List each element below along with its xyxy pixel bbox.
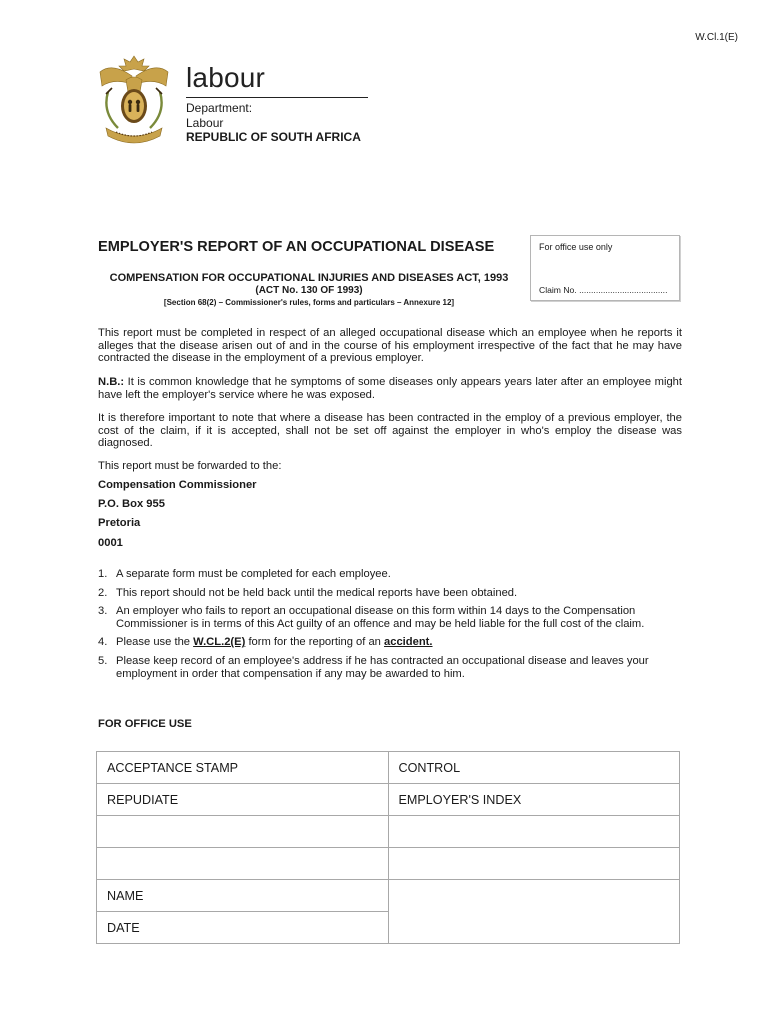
list-item (98, 587, 682, 600)
department-line-2: Labour (186, 115, 224, 130)
nb-label: N.B.: (98, 376, 125, 388)
blank-cell[interactable] (388, 880, 680, 912)
list-item-text: This report should not be held back until the medical reports have been obtained. (116, 586, 518, 599)
list-item-number: 5. (98, 654, 108, 667)
form-title: EMPLOYER'S REPORT OF AN OCCUPATIONAL DISEASE (98, 239, 495, 255)
department-wordmark: labour (186, 62, 266, 93)
list-item (98, 655, 682, 680)
department-line-3: REPUBLIC OF SOUTH AFRICA (186, 130, 361, 144)
list-item-number: 2. (98, 586, 108, 599)
blank-cell[interactable] (97, 816, 389, 848)
list-item-number: 4. (98, 636, 108, 649)
control-cell[interactable]: CONTROL (388, 752, 680, 784)
nb-paragraph (98, 376, 682, 401)
department-line-1: Department: (186, 101, 253, 115)
blank-cell[interactable] (97, 848, 389, 880)
blank-cell[interactable] (388, 816, 680, 848)
list-item-text-mid: form for the reporting of an (245, 636, 385, 649)
claim-number-field: Claim No. ..................................... (539, 285, 668, 295)
act-section: [Section 68(2) – Commissioner's rules, forms and particulars – Annexure 12] (163, 298, 455, 307)
date-cell[interactable]: DATE (97, 912, 389, 944)
blank-cell[interactable] (388, 848, 680, 880)
table-row (97, 752, 680, 784)
accident-link[interactable]: accident. (384, 636, 433, 649)
coat-of-arms-logo (92, 52, 176, 148)
acceptance-stamp-cell[interactable]: ACCEPTANCE STAMP (97, 752, 389, 784)
wcl2-form-link[interactable]: W.CL.2(E) (193, 636, 246, 649)
repudiate-cell[interactable]: REPUDIATE (97, 784, 389, 816)
previous-employer-paragraph: It is therefore important to note that where a disease has been contracted in the employ of a previous employer, the cost of the claim, if it is accepted, shall not be set off against the employer in who's employ the disease was diagnosed. (98, 412, 682, 450)
department-divider (186, 97, 368, 98)
list-item-number: 1. (98, 568, 108, 580)
address-line-3: Pretoria (98, 517, 141, 529)
list-item-number: 3. (98, 605, 108, 618)
act-number: (ACT No. 130 OF 1993) (255, 285, 363, 296)
employers-index-cell[interactable]: EMPLOYER'S INDEX (388, 784, 680, 816)
form-code: W.Cl.1(E) (695, 32, 738, 43)
table-row (97, 880, 680, 912)
office-use-heading: FOR OFFICE USE (98, 718, 192, 730)
list-item-text: A separate form must be completed for each employee. (116, 568, 391, 580)
address-line-4: 0001 (98, 537, 123, 549)
instructions-list (98, 568, 682, 686)
table-row (97, 912, 680, 944)
address-line-1: Compensation Commissioner (98, 479, 257, 491)
act-title: COMPENSATION FOR OCCUPATIONAL INJURIES AND DISEASES ACT, 1993 (109, 272, 509, 284)
list-item (98, 568, 682, 581)
nb-text: It is common knowledge that he symptoms of some diseases only appears years later after an employee might have left the employer's service where he was exposed. (98, 376, 682, 401)
office-use-table (96, 751, 680, 944)
table-row (97, 848, 680, 880)
office-use-label: For office use only (539, 242, 613, 252)
office-use-box (530, 235, 680, 301)
table-row (97, 784, 680, 816)
name-cell[interactable]: NAME (97, 880, 389, 912)
intro-paragraph: This report must be completed in respect of an alleged occupational disease which an employee when he reports it alleges that the disease arisen out of and in the course of his employment irrespective of the fact that he may have contracted the disease in the employment of a previous employer. (98, 327, 682, 365)
list-item (98, 636, 682, 649)
list-item-text: Please keep record of an employee's address if he has contracted an occupational disease and leaves your employment in order that compensation if any may be awarded to him. (116, 654, 649, 680)
list-item-text-pre: Please use the (116, 636, 194, 649)
act-reference (98, 272, 520, 309)
list-item-text: An employer who fails to report an occupational disease on this form within 14 days to the Compensation Commissioner is in terms of this Act guilty of an offence and may be held liable for the full cost of the claim. (116, 605, 645, 630)
list-item (98, 605, 682, 630)
department-block (186, 101, 361, 145)
forward-instruction: This report must be forwarded to the: (98, 460, 282, 472)
table-row (97, 816, 680, 848)
address-line-2: P.O. Box 955 (98, 498, 165, 510)
blank-cell[interactable] (388, 912, 680, 944)
